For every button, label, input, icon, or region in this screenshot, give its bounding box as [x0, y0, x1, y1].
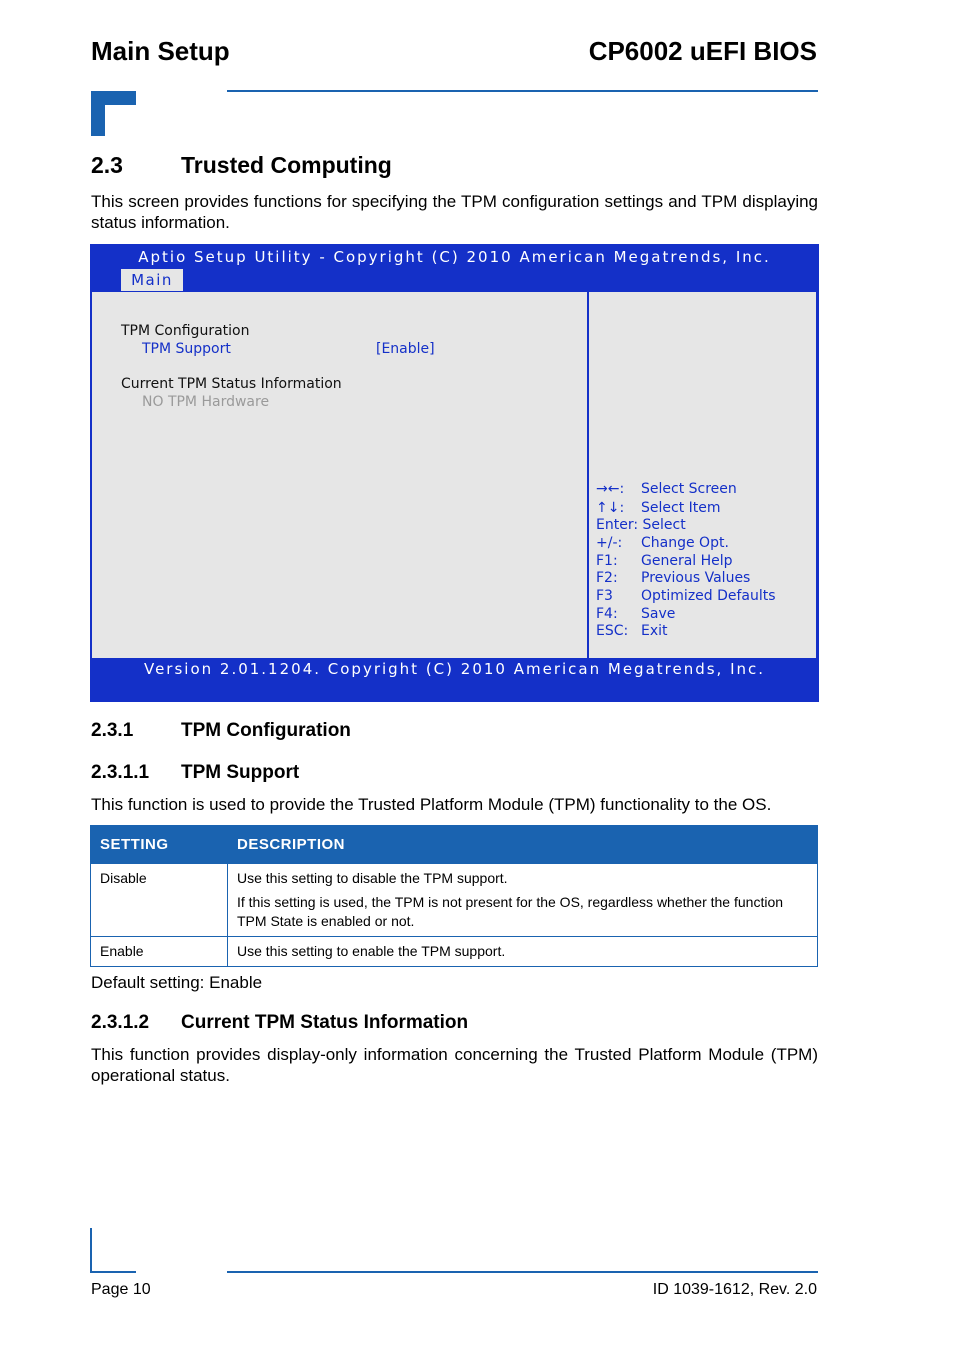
help-key: F1:: [596, 553, 618, 569]
help-line: [596, 588, 776, 604]
help-key: F3: [596, 588, 613, 604]
page-header-product: CP6002 uEFI BIOS: [588, 36, 817, 66]
help-line: [596, 606, 675, 622]
help-action: Save: [641, 606, 676, 622]
subsubsection-number: 2.3.1.2: [91, 1012, 150, 1033]
help-action: Exit: [641, 623, 668, 639]
footer-rule: [227, 1271, 818, 1273]
page-number: Page 10: [91, 1281, 151, 1298]
help-action: Select: [642, 517, 686, 533]
table-row: [91, 864, 818, 937]
tpm-status-text: This function provides display-only information concerning the Trusted Platform Module (TPM) operational status.: [91, 1045, 818, 1085]
help-key: ESC:: [596, 623, 629, 639]
corner-mark-top: [91, 91, 136, 136]
subsection-number: 2.3.1: [91, 720, 134, 741]
help-key: F2:: [596, 570, 618, 586]
help-action: Previous Values: [641, 570, 751, 586]
tpm-support-value[interactable]: [Enable]: [376, 341, 435, 357]
setting-cell: Enable: [91, 937, 228, 967]
corner-mark-bottom: [90, 1228, 136, 1273]
default-setting: Default setting: Enable: [91, 973, 263, 992]
help-key: +/-:: [596, 535, 623, 551]
description-line: If this setting is used, the TPM is not present for the OS, regardless whether the function TPM State is enabled or not.: [237, 894, 784, 929]
table-row: [91, 937, 818, 967]
bios-options-panel: [92, 292, 587, 658]
help-line: [596, 553, 733, 569]
tpm-status-value: NO TPM Hardware: [142, 394, 270, 410]
tpm-config-label: TPM Configuration: [121, 323, 250, 339]
help-action: Select Item: [641, 500, 721, 516]
help-line: [596, 623, 668, 639]
bios-screenshot: [90, 244, 819, 702]
help-action: Change Opt.: [641, 535, 729, 551]
section-heading: [91, 152, 392, 179]
help-action: Select Screen: [641, 481, 737, 497]
bios-tab-main[interactable]: Main: [121, 269, 183, 291]
page-header-section: Main Setup: [91, 36, 230, 66]
subsubsection-title: TPM Support: [181, 762, 300, 783]
subsubsection-heading: [91, 762, 299, 784]
column-header-description: DESCRIPTION: [228, 826, 818, 864]
section-title: Trusted Computing: [181, 152, 392, 178]
setting-cell: Disable: [91, 864, 228, 937]
help-key: ↑↓:: [596, 500, 625, 516]
help-line: [596, 481, 737, 497]
help-action: Optimized Defaults: [641, 588, 776, 604]
description-line: Use this setting to enable the TPM support.: [237, 943, 506, 959]
tpm-support-option[interactable]: TPM Support: [142, 341, 231, 357]
help-line: [596, 570, 750, 586]
subsubsection-title: Current TPM Status Information: [181, 1012, 469, 1033]
help-key: Enter:: [596, 517, 639, 533]
table-header-row: [91, 826, 818, 864]
column-header-setting: SETTING: [91, 826, 228, 864]
header-rule: [227, 90, 818, 92]
subsubsection-number: 2.3.1.1: [91, 762, 150, 783]
help-line: [596, 500, 721, 516]
bios-version-bar: Version 2.01.1204. Copyright (C) 2010 American Megatrends, Inc.: [143, 660, 766, 678]
section-intro: This screen provides functions for specifying the TPM configuration settings and TPM displaying status information.: [91, 192, 818, 232]
help-key: F4:: [596, 606, 618, 622]
description-cell: [228, 937, 818, 967]
tpm-status-label: Current TPM Status Information: [121, 376, 342, 392]
description-cell: [228, 864, 818, 937]
tpm-support-text: This function is used to provide the Trusted Platform Module (TPM) functionality to the OS.: [91, 795, 772, 814]
document-id: ID 1039-1612, Rev. 2.0: [652, 1281, 817, 1298]
help-line: [596, 535, 729, 551]
help-key: →←:: [596, 481, 625, 497]
bios-title-bar: Aptio Setup Utility - Copyright (C) 2010 American Megatrends, Inc.: [138, 248, 771, 266]
help-action: General Help: [641, 553, 733, 569]
subsection-heading: [91, 720, 351, 742]
description-line: Use this setting to disable the TPM support.: [237, 870, 508, 886]
settings-table: [90, 825, 818, 967]
section-number: 2.3: [91, 152, 123, 178]
subsubsection-heading: [91, 1012, 468, 1034]
help-line: [596, 517, 686, 533]
bios-help-panel: [589, 292, 816, 658]
subsection-title: TPM Configuration: [181, 720, 351, 741]
